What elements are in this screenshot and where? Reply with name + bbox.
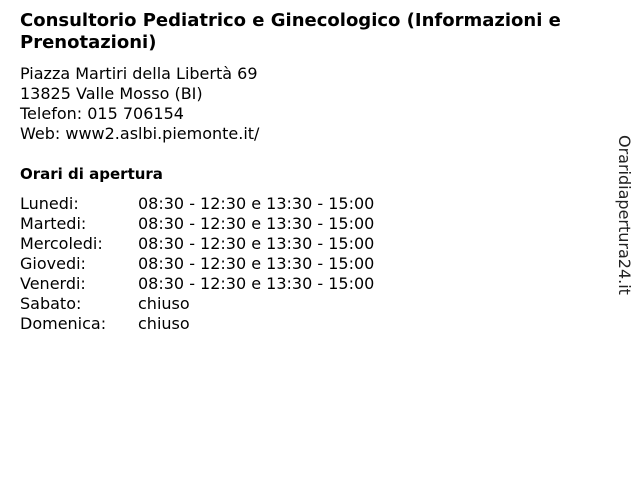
time-value: chiuso	[138, 314, 190, 333]
hours-row-tuesday	[20, 214, 374, 234]
hours-row-friday	[20, 274, 374, 294]
time-value: 08:30 - 12:30 e 13:30 - 15:00	[138, 234, 375, 253]
hours-row-sunday	[20, 314, 374, 334]
time-value: 08:30 - 12:30 e 13:30 - 15:00	[138, 274, 375, 293]
time-value: 08:30 - 12:30 e 13:30 - 15:00	[138, 194, 375, 213]
address-block	[20, 64, 259, 144]
hours-row-wednesday	[20, 234, 374, 254]
phone-number: Telefon: 015 706154	[20, 104, 184, 123]
day-label: Giovedi:	[20, 254, 86, 273]
page-title: Consultorio Pediatrico e Ginecologico (Informazioni e Prenotazioni)	[20, 10, 561, 53]
website-link[interactable]: Web: www2.aslbi.piemonte.it/	[20, 124, 260, 143]
site-watermark: Oraridiapertura24.it	[615, 135, 634, 295]
street-address: Piazza Martiri della Libertà 69	[20, 64, 258, 83]
day-label: Lunedi:	[20, 194, 79, 213]
hours-row-monday	[20, 194, 374, 214]
time-value: 08:30 - 12:30 e 13:30 - 15:00	[138, 254, 375, 273]
hours-row-thursday	[20, 254, 374, 274]
day-label: Sabato:	[20, 294, 82, 313]
day-label: Martedi:	[20, 214, 87, 233]
opening-hours-table	[20, 194, 374, 334]
city-address: 13825 Valle Mosso (BI)	[20, 84, 203, 103]
day-label: Mercoledi:	[20, 234, 103, 253]
day-label: Venerdi:	[20, 274, 86, 293]
day-label: Domenica:	[20, 314, 107, 333]
time-value: 08:30 - 12:30 e 13:30 - 15:00	[138, 214, 375, 233]
hours-row-saturday	[20, 294, 374, 314]
opening-hours-heading: Orari di apertura	[20, 165, 163, 183]
time-value: chiuso	[138, 294, 190, 313]
